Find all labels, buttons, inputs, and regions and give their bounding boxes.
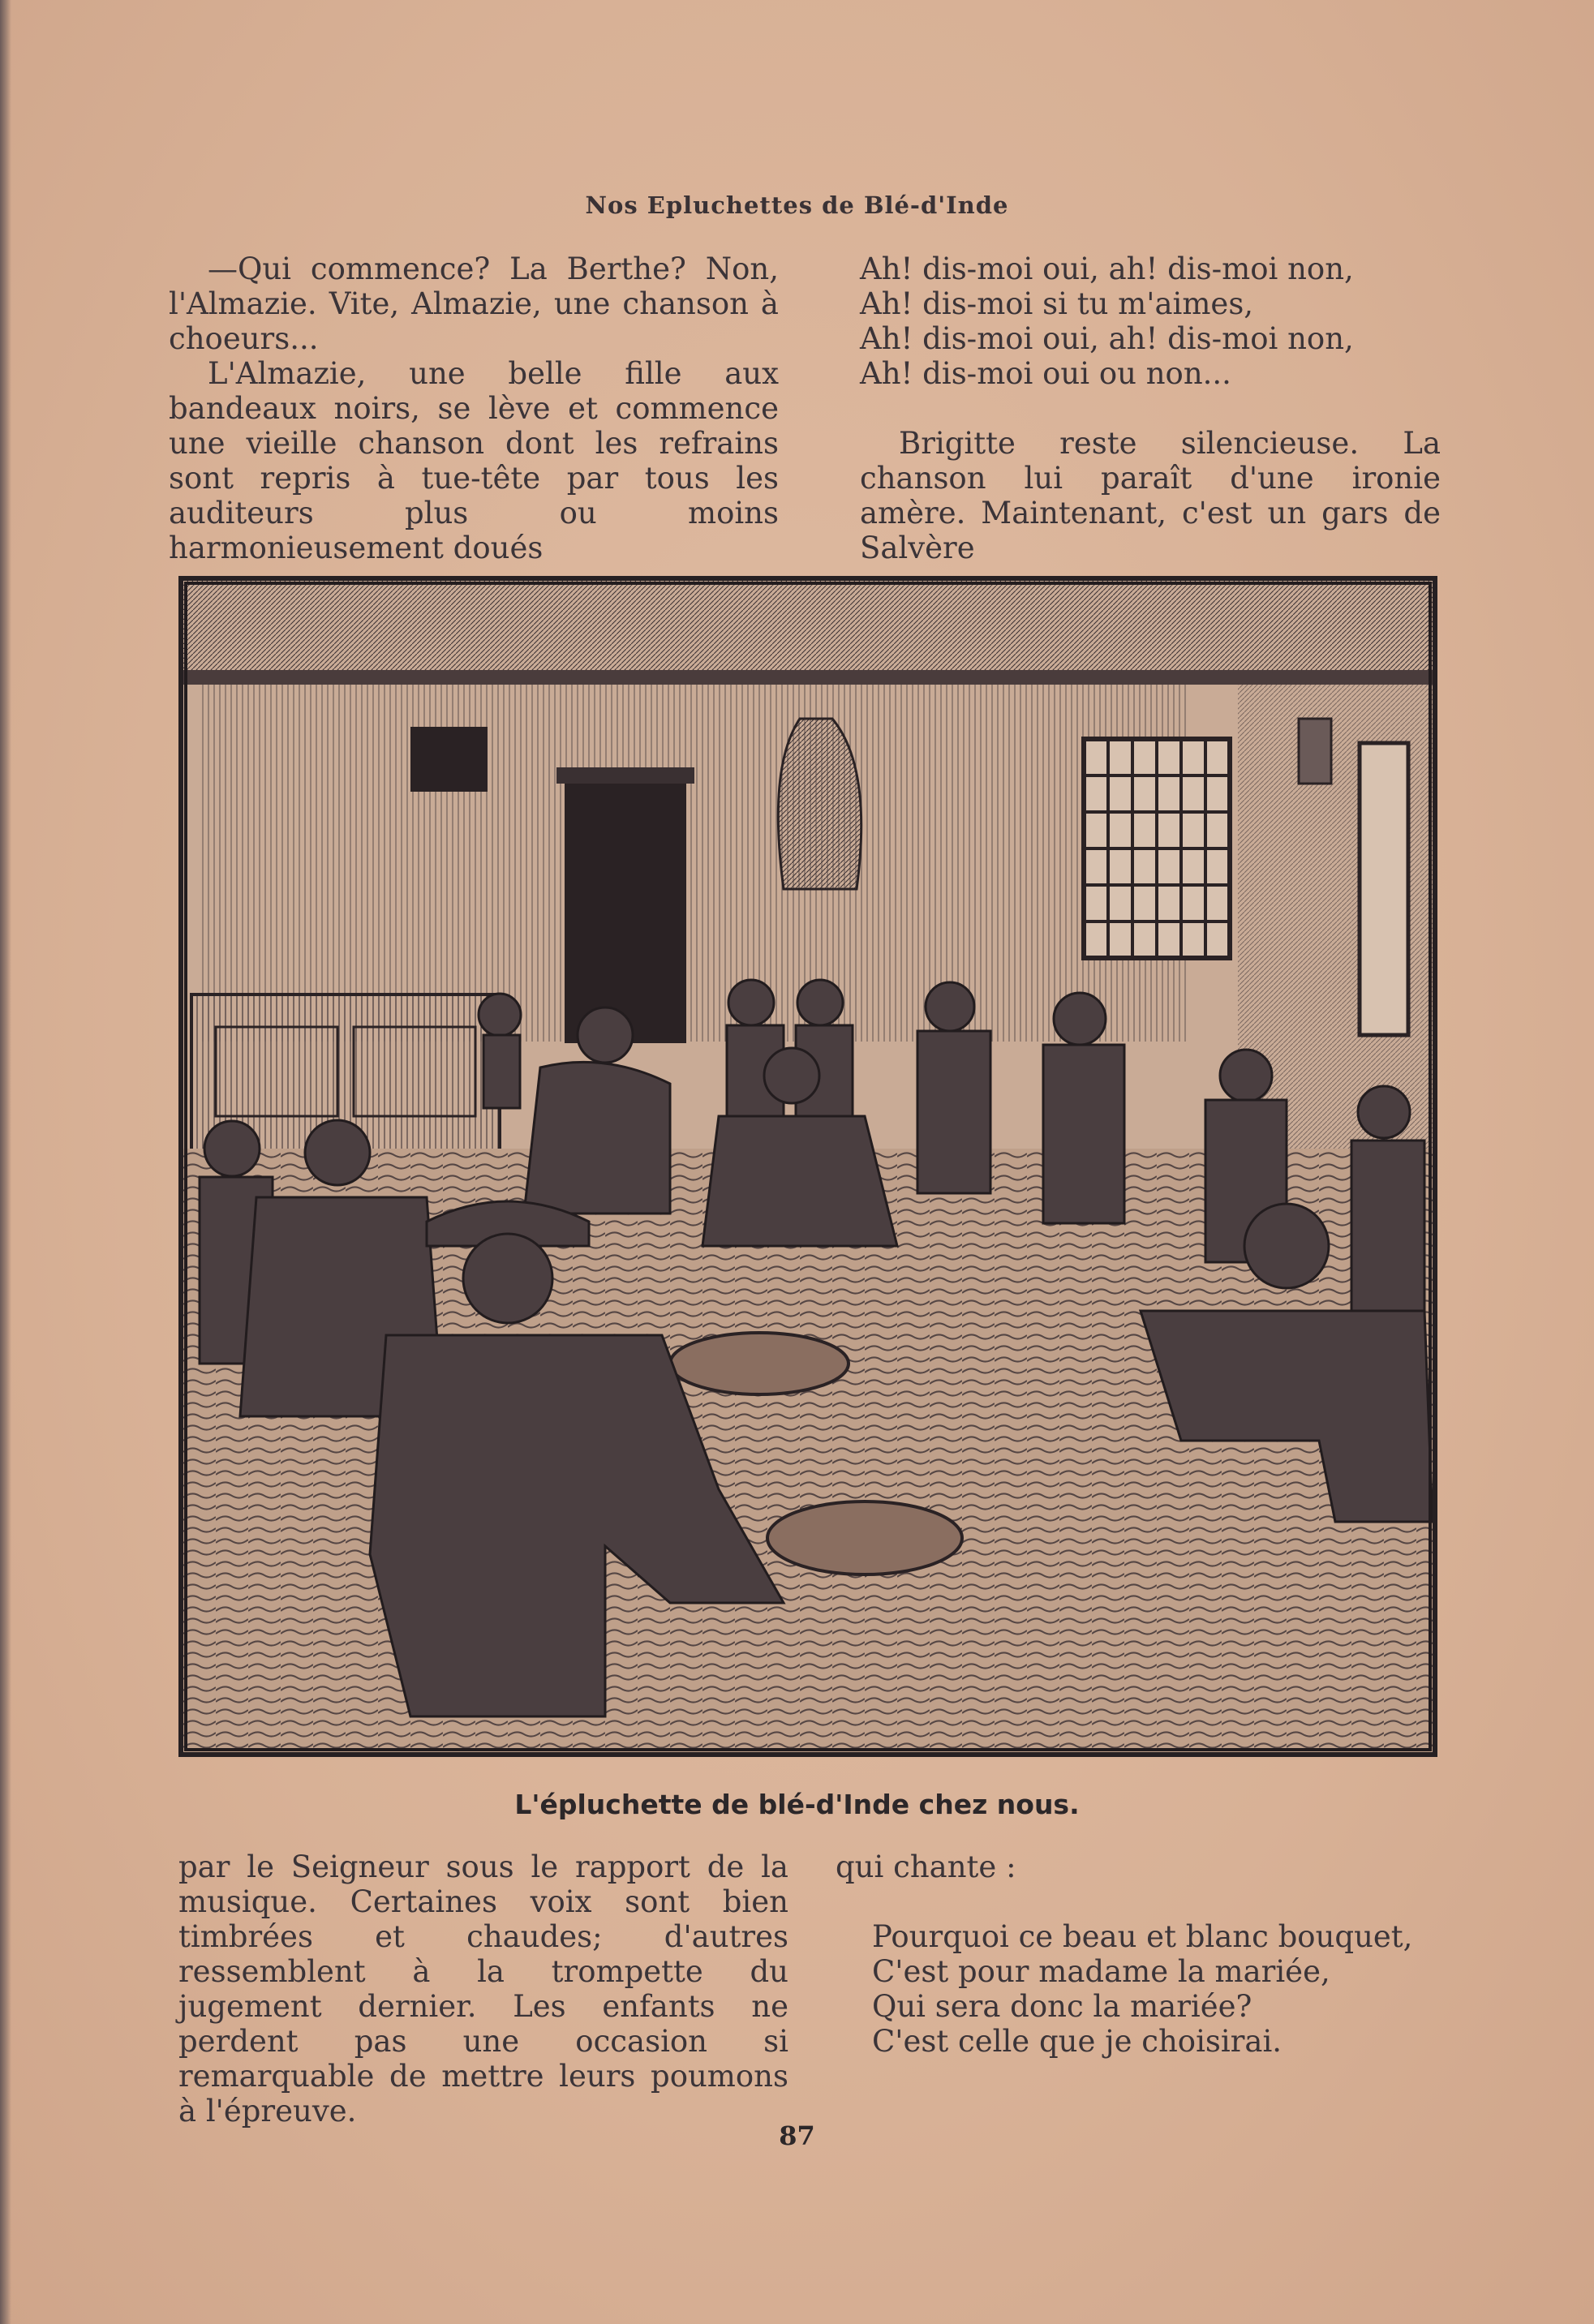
top-left-column [169,251,779,565]
paragraph-brigitte: Brigitte reste silencieuse. La chanson lui paraît d'une ironie amère. Maintenant, c'est un gars de Salvère [860,426,1441,565]
song-verse-2: Pourquoi ce beau et blanc bouquet, C'est pour madame la mariée, Qui sera donc la mariée? C'est celle que je choisirai. [872,1919,1413,2059]
paragraph-dialogue: —Qui commence? La Berthe? Non, l'Almazie. Vite, Almazie, une chanson à choeurs... [169,251,779,356]
illustration-caption: L'épluchette de blé-d'Inde chez nous. [514,1789,1080,1820]
page-number: 87 [779,2120,815,2151]
song-intro: qui chante : [836,1849,1016,1884]
paragraph-almazie: L'Almazie, une belle fille aux bandeaux noirs, se lève et commence une vieille chanson dont les refrains sont repris à tue-tête par tous les auditeurs plus ou moins harmonieusement doués [169,356,779,565]
engraving-corn-husking-icon [183,581,1433,1752]
binding-edge [0,0,11,2324]
top-right-column [860,251,1441,565]
bottom-left-column [178,1849,788,2129]
song-verse-1: Ah! dis-moi oui, ah! dis-moi non, Ah! dis-moi si tu m'aimes, Ah! dis-moi oui, ah! dis-moi non, Ah! dis-moi oui ou non... [860,251,1354,391]
bottom-right-column [836,1849,1452,2059]
running-head: Nos Epluchettes de Blé-d'Inde [585,191,1009,219]
engraving-illustration [178,576,1437,1757]
paragraph-voices: par le Seigneur sous le rapport de la musique. Certaines voix sont bien timbrées et chaudes; d'autres ressemblent à la trompette du jugement dernier. Les enfants ne perdent pas une occasion si remarquable de mettre leurs poumons à l'épreuve. [178,1849,788,2129]
